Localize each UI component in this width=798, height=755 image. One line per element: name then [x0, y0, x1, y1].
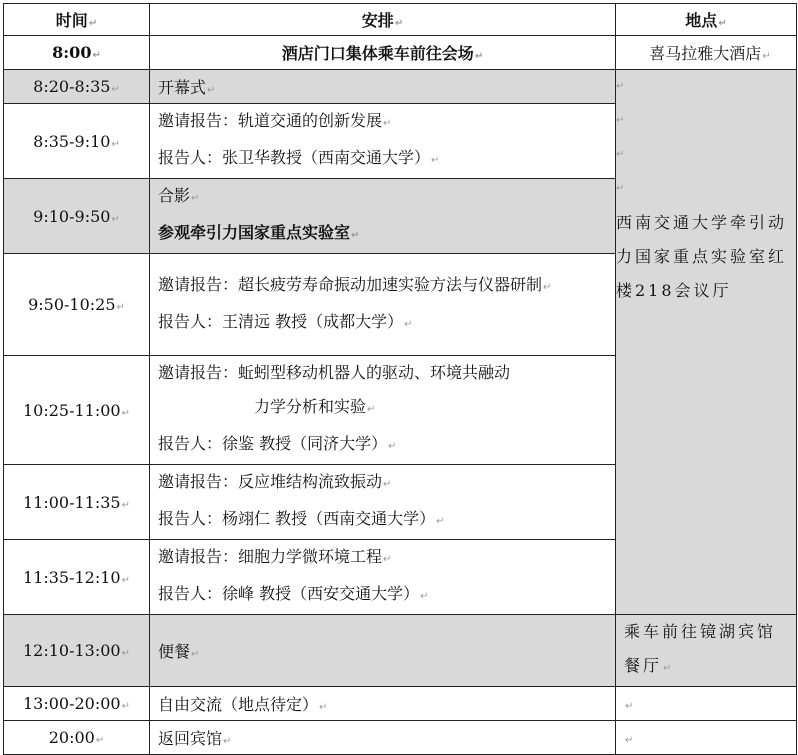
- time-cell: 20:00↵: [4, 721, 150, 755]
- time-cell: 9:50-10:25↵: [4, 254, 150, 356]
- merged-location-text: 西南交通大学牵引动力国家重点实验室红楼218会议厅: [616, 213, 788, 300]
- time-cell: 8:20-8:35↵: [4, 70, 150, 104]
- table-row: [4, 615, 797, 687]
- activity-cell: 邀请报告：超长疲劳寿命振动加速实验方法与仪器研制↵ 报告人：王清远 教授（成都大学）↵: [150, 254, 616, 356]
- activity-cell: 邀请报告：轨道交通的创新发展↵ 报告人：张卫华教授（西南交通大学）↵: [150, 104, 616, 179]
- activity-cell: 邀请报告：蚯蚓型移动机器人的驱动、环境共融动 力学分析和实验↵ 报告人：徐鉴 教授（同济大学）↵: [150, 356, 616, 465]
- time-cell: 11:00-11:35↵: [4, 465, 150, 540]
- time-cell: 13:00-20:00↵: [4, 687, 150, 721]
- activity-cell: 便餐↵: [150, 615, 616, 687]
- time-cell: 9:10-9:50↵: [4, 179, 150, 254]
- header-time: 时间↵: [4, 4, 150, 36]
- activity-cell: 邀请报告：反应堆结构流致振动↵ 报告人：杨翊仁 教授（西南交通大学）↵: [150, 465, 616, 540]
- time-cell: 12:10-13:00↵: [4, 615, 150, 687]
- table-row: [4, 70, 797, 104]
- activity-cell: 开幕式↵: [150, 70, 616, 104]
- merged-location-cell: ↵ ↵ ↵ ↵ 西南交通大学牵引动力国家重点实验室红楼218会议厅: [616, 70, 797, 615]
- table-row: [4, 721, 797, 755]
- activity-cell: 自由交流（地点待定）↵: [150, 687, 616, 721]
- time-cell: 11:35-12:10↵: [4, 540, 150, 615]
- location-cell: ↵: [616, 721, 797, 755]
- location-cell: 喜马拉雅大酒店↵: [616, 36, 797, 70]
- location-cell: ↵: [616, 687, 797, 721]
- activity-cell: 邀请报告：细胞力学微环境工程↵ 报告人：徐峰 教授（西安交通大学）↵: [150, 540, 616, 615]
- table-row: [4, 36, 797, 70]
- time-cell: 8:00↵: [4, 36, 150, 70]
- header-location: 地点↵: [616, 4, 797, 36]
- time-cell: 8:35-9:10↵: [4, 104, 150, 179]
- location-cell: 乘车前往镜湖宾馆餐厅↵: [616, 615, 797, 687]
- activity-cell: 返回宾馆↵: [150, 721, 616, 755]
- activity-cell: 合影↵ 参观牵引力国家重点实验室↵: [150, 179, 616, 254]
- activity-cell: 酒店门口集体乘车前往会场↵: [150, 36, 616, 70]
- schedule-table: [3, 3, 797, 755]
- table-row: [4, 687, 797, 721]
- time-cell: 10:25-11:00↵: [4, 356, 150, 465]
- header-arrangement: 安排↵: [150, 4, 616, 36]
- header-row: [4, 4, 797, 36]
